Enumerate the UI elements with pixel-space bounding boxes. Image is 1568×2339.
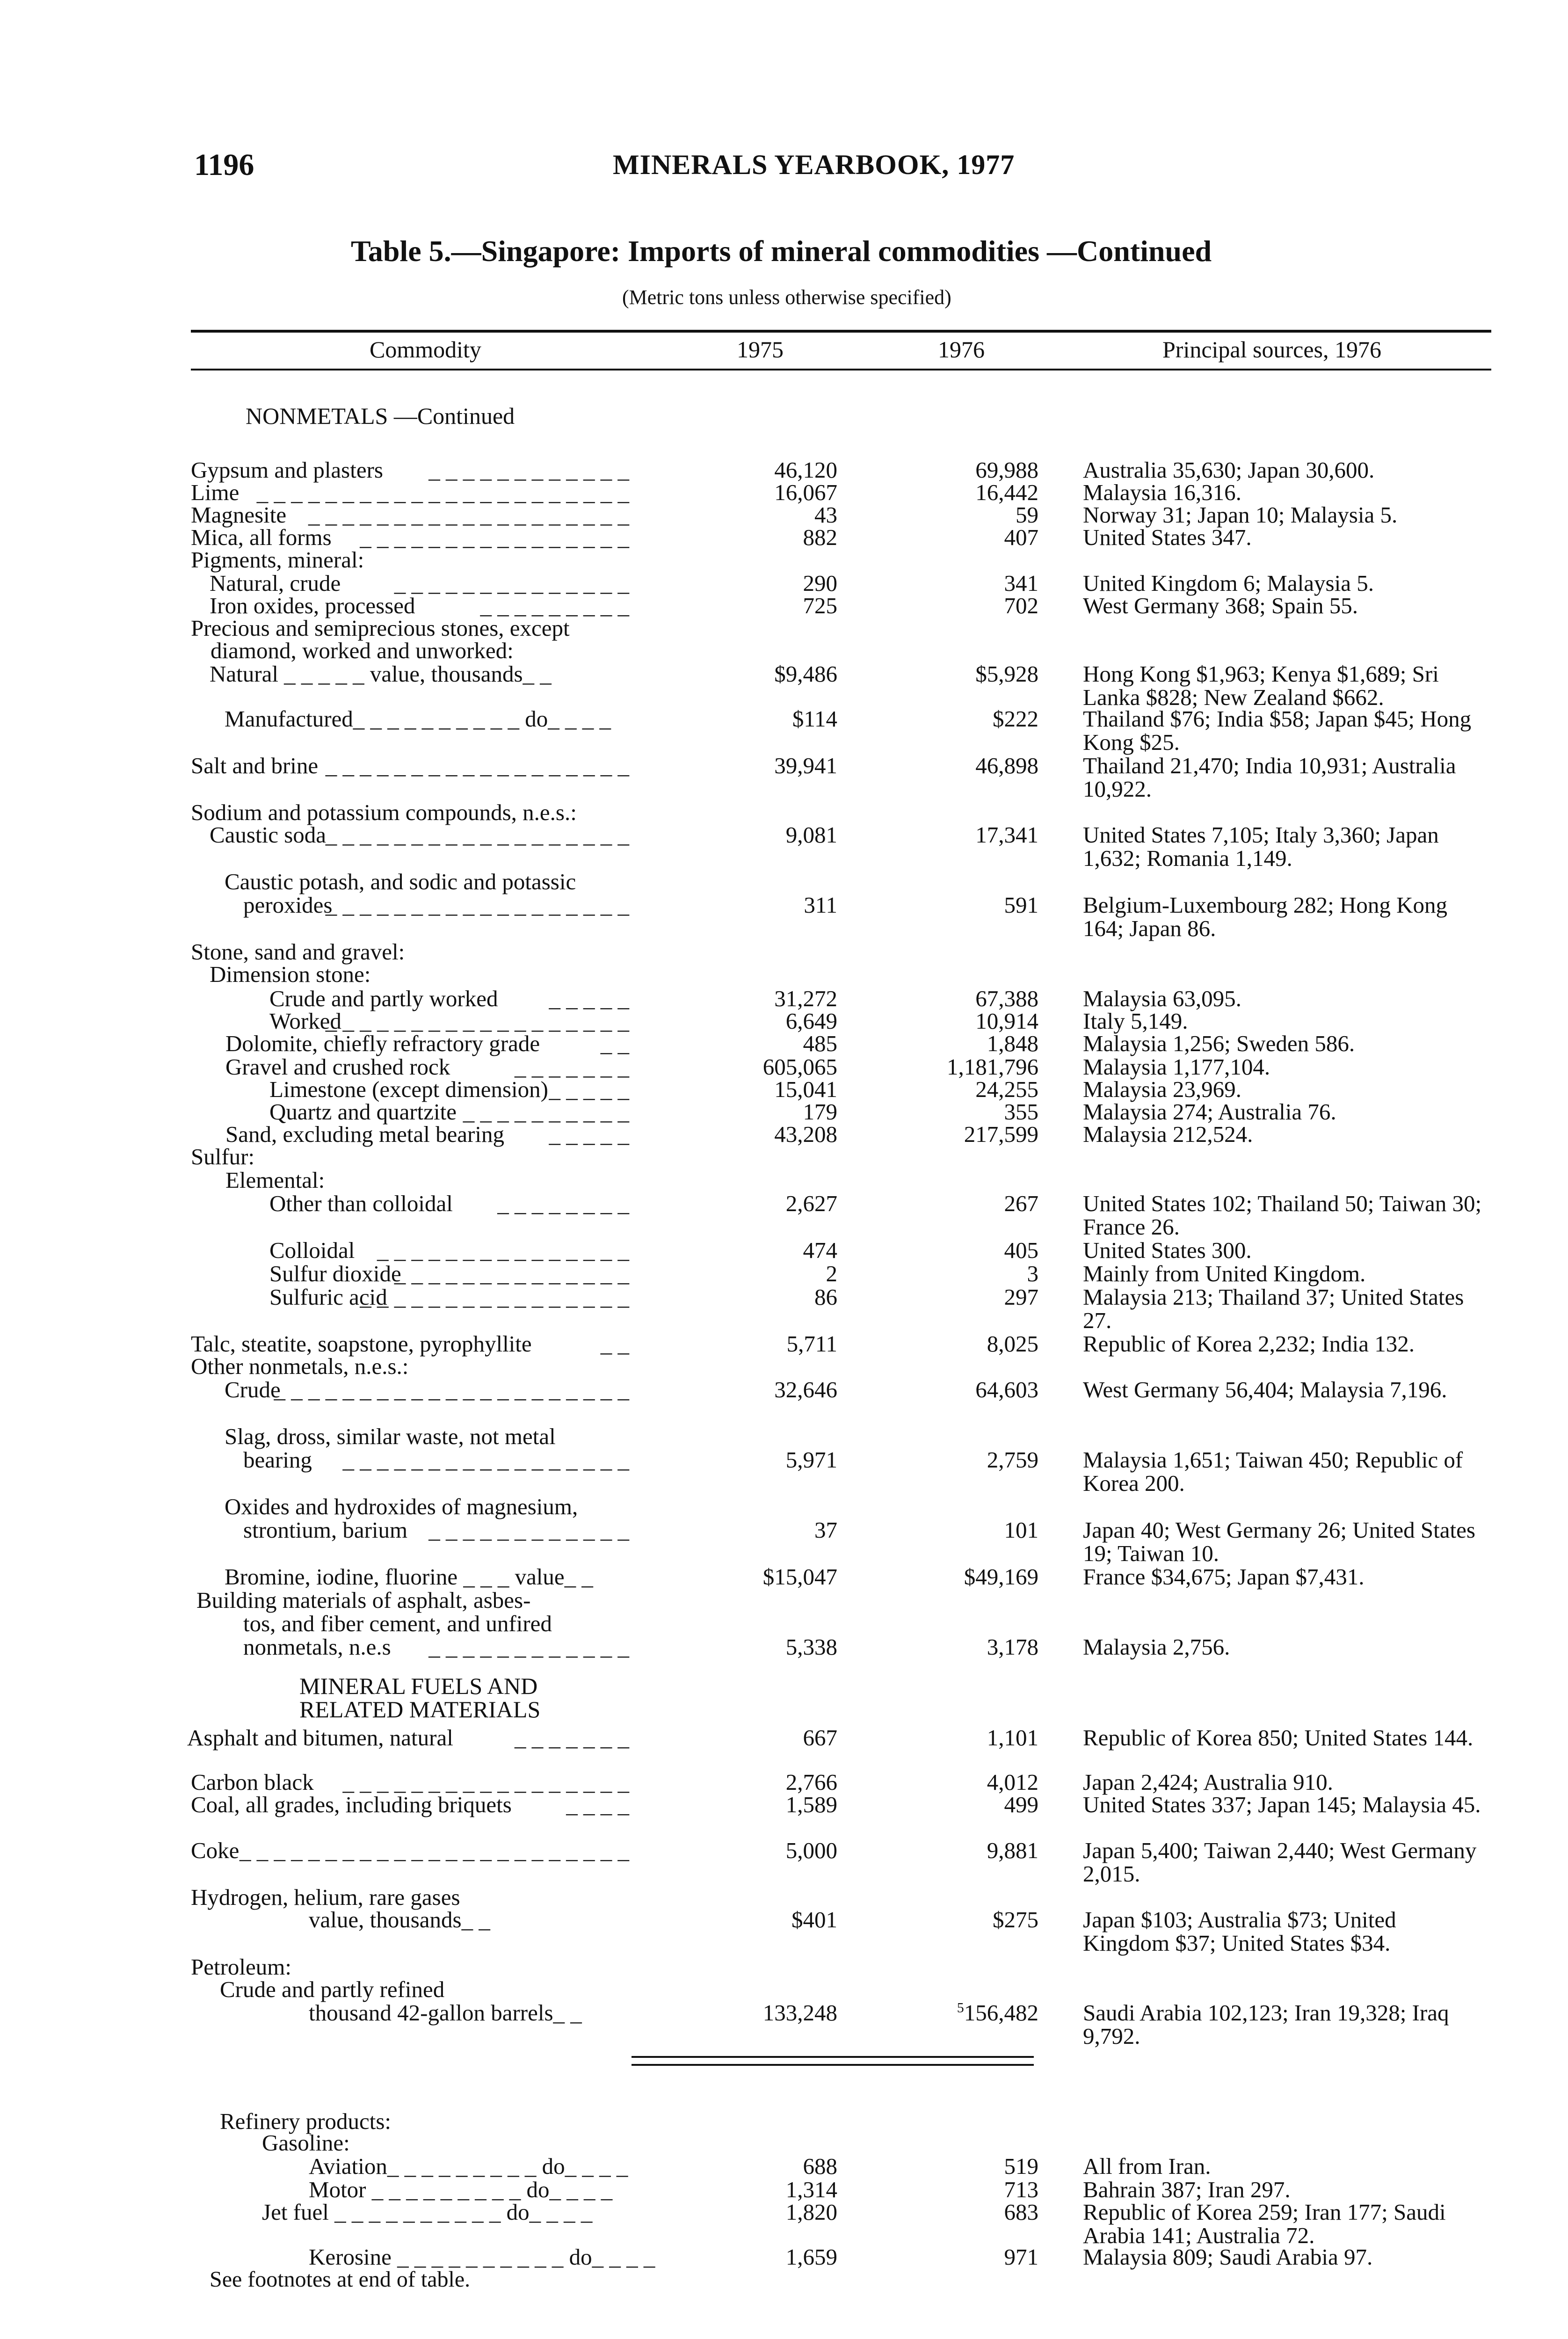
value-1975: 43,208 (774, 1121, 837, 1147)
value-1976-text: 3 (1027, 1261, 1038, 1286)
value-1976-text: 24,255 (975, 1076, 1038, 1102)
value-1976-text: 8,025 (987, 1331, 1038, 1357)
commodity-label: Manufactured_ _ _ _ _ _ _ _ _ _ do_ _ _ _ (225, 706, 611, 732)
commodity-label: Natural _ _ _ _ _ value, thousands_ _ (210, 661, 552, 687)
commodity-label: Pigments, mineral: (191, 547, 364, 573)
commodity-label: Dimension stone: (210, 961, 371, 987)
value-1976 (907, 707, 1038, 731)
commodity-label: value, thousands_ _ (309, 1907, 490, 1932)
value-1975: 1,659 (785, 2244, 837, 2270)
dot-leader: _ _ _ _ _ _ _ _ _ _ _ _ _ _ _ _ _ (342, 1769, 629, 1795)
running-title: MINERALS YEARBOOK, 1977 (613, 149, 1015, 180)
value-1975: 1,589 (785, 1792, 837, 1817)
value-1976-text: 10,914 (975, 1008, 1038, 1034)
value-1976-text: 46,898 (975, 753, 1038, 778)
value-1976-text: 3,178 (987, 1634, 1038, 1660)
commodity-label: Sand, excluding metal bearing (225, 1121, 504, 1147)
value-1976 (907, 1100, 1038, 1124)
value-1975: 86 (814, 1284, 837, 1310)
commodity-label: Iron oxides, processed (210, 593, 415, 618)
value-1976 (907, 572, 1038, 595)
commodity-label: bearing (243, 1447, 312, 1473)
commodity-label: Carbon black (191, 1769, 314, 1795)
value-1976-text: 499 (1004, 1792, 1038, 1817)
value-1976 (907, 2201, 1038, 2224)
dot-leader: _ _ _ _ _ _ _ _ _ (480, 593, 629, 618)
commodity-label: Gasoline: (262, 2130, 350, 2156)
value-1975: 5,711 (786, 1331, 837, 1357)
principal-sources: United States 102; Thailand 50; Taiwan 30; France 26. (1083, 1191, 1482, 1240)
value-1975: $9,486 (774, 661, 837, 687)
value-1976 (907, 1518, 1038, 1542)
principal-sources: Republic of Korea 850; United States 144. (1083, 1725, 1474, 1751)
dot-leader: _ _ _ _ _ _ _ _ _ _ _ _ _ _ _ _ _ _ _ _ _ _ _ (240, 1838, 629, 1863)
dot-leader: _ _ _ _ (566, 1792, 629, 1817)
principal-sources: United States 347. (1083, 524, 1252, 550)
value-1976-text: $49,169 (964, 1564, 1038, 1590)
value-1975: 133,248 (762, 2000, 837, 2026)
value-1976 (907, 458, 1038, 482)
value-1975: 32,646 (774, 1377, 837, 1402)
value-1976 (907, 1010, 1038, 1033)
dot-leader: _ _ _ _ _ _ _ _ _ _ _ _ _ _ _ (377, 1237, 629, 1263)
section-fuels-line2: RELATED MATERIALS (299, 1696, 541, 1722)
value-1976 (907, 2178, 1038, 2201)
commodity-label: Mica, all forms (191, 524, 332, 550)
principal-sources: Belgium-Luxembourg 282; Hong Kong 164; Japan 86. (1083, 892, 1447, 941)
value-1976-text: 156,482 (964, 2000, 1038, 2026)
value-1976 (907, 987, 1038, 1010)
commodity-label: Petroleum: (191, 1954, 292, 1980)
commodity-label: Gypsum and plasters (191, 457, 383, 483)
principal-sources: France $34,675; Japan $7,431. (1083, 1564, 1365, 1590)
value-1975: 1,314 (785, 2177, 837, 2202)
commodity-label: Building materials of asphalt, asbes- (196, 1587, 531, 1613)
value-1976 (907, 893, 1038, 917)
commodity-label: Stone, sand and gravel: (191, 939, 405, 965)
commodity-label: Asphalt and bitumen, natural (187, 1725, 453, 1751)
principal-sources: All from Iran. (1083, 2153, 1211, 2179)
dot-leader: _ _ _ _ _ _ _ _ _ _ _ _ _ _ (394, 1261, 629, 1286)
principal-sources: Italy 5,149. (1083, 1008, 1188, 1034)
value-1976-text: $5,928 (975, 661, 1038, 687)
dot-leader: _ _ _ _ _ _ _ _ _ _ _ _ _ _ _ _ _ _ (325, 753, 629, 778)
value-1975: 43 (814, 502, 837, 528)
commodity-label: Elemental: (225, 1167, 325, 1193)
dot-leader: _ _ _ _ _ (549, 1121, 629, 1147)
value-1976 (907, 1448, 1038, 1472)
principal-sources: Malaysia 16,316. (1083, 479, 1241, 505)
principal-sources: Republic of Korea 2,232; India 132. (1083, 1331, 1415, 1357)
dot-leader: _ _ _ _ _ _ _ _ _ _ _ _ _ _ _ _ (360, 1284, 629, 1310)
commodity-label: Coke (191, 1838, 240, 1863)
principal-sources: Malaysia 1,651; Taiwan 450; Republic of Korea 200. (1083, 1447, 1463, 1496)
value-1976 (907, 1332, 1038, 1356)
commodity-label: Caustic potash, and sodic and potassic (225, 869, 576, 894)
page-number: 1196 (194, 148, 254, 182)
principal-sources: Malaysia 274; Australia 76. (1083, 1099, 1336, 1125)
value-1976-text: 407 (1004, 524, 1038, 550)
value-1976 (907, 481, 1038, 504)
value-1975: 15,041 (774, 1076, 837, 1102)
principal-sources: Bahrain 387; Iran 297. (1083, 2177, 1291, 2202)
dot-leader: _ _ _ _ _ _ _ _ _ _ _ _ _ _ _ _ _ _ _ _ _ _ (256, 479, 629, 505)
value-1976 (907, 1239, 1038, 1262)
commodity-label: Magnesite (191, 502, 287, 528)
section-nonmetals: NONMETALS —Continued (246, 403, 515, 429)
value-1975: 725 (803, 593, 837, 618)
table-subtitle: (Metric tons unless otherwise specified) (622, 286, 951, 309)
value-1976-text: 971 (1004, 2244, 1038, 2270)
commodity-label: thousand 42-gallon barrels_ _ (309, 2000, 582, 2026)
value-1976-text: 67,388 (975, 986, 1038, 1011)
commodity-label: Salt and brine (191, 753, 319, 778)
value-1975: 605,065 (762, 1054, 837, 1080)
value-1976-text: 519 (1004, 2153, 1038, 2179)
value-1975: 6,649 (785, 1008, 837, 1034)
column-head-1975: 1975 (737, 336, 784, 363)
value-1976-text: 341 (1004, 570, 1038, 596)
principal-sources: Japan $103; Australia $73; United Kingdom $37; United States $34. (1083, 1907, 1396, 1956)
value-1975: 1,820 (785, 2199, 837, 2225)
value-1976 (907, 1378, 1038, 1402)
commodity-label: diamond, worked and unworked: (211, 638, 514, 663)
value-1975: $401 (791, 1907, 837, 1932)
principal-sources: Malaysia 809; Saudi Arabia 97. (1083, 2244, 1373, 2270)
value-1976 (907, 1908, 1038, 1932)
value-1975: 31,272 (774, 986, 837, 1011)
value-1976 (907, 2155, 1038, 2178)
value-1976 (907, 503, 1038, 527)
dot-leader: _ _ _ _ _ _ _ _ _ _ _ _ _ _ _ _ _ _ (325, 822, 629, 848)
value-1976 (907, 1123, 1038, 1146)
principal-sources: Malaysia 63,095. (1083, 986, 1241, 1011)
value-1976 (907, 823, 1038, 847)
value-1976-text: 683 (1004, 2199, 1038, 2225)
dot-leader: _ _ _ _ _ (549, 986, 629, 1011)
dot-leader: _ _ _ _ _ _ _ _ _ _ _ _ _ _ _ _ _ _ (325, 1008, 629, 1034)
value-1975: 9,081 (785, 822, 837, 848)
commodity-label: Sulfur dioxide (269, 1261, 401, 1286)
value-1976-text: 297 (1004, 1284, 1038, 1310)
value-1976-text: 16,442 (975, 479, 1038, 505)
dot-leader: _ _ _ _ _ _ _ _ _ _ _ _ _ _ _ _ (360, 524, 629, 550)
value-1976 (907, 526, 1038, 549)
commodity-label: Quartz and quartzite (269, 1099, 457, 1125)
principal-sources: Malaysia 23,969. (1083, 1076, 1241, 1102)
principal-sources: Mainly from United Kingdom. (1083, 1261, 1366, 1286)
commodity-label: Coal, all grades, including briquets (191, 1792, 512, 1817)
principal-sources: Norway 31; Japan 10; Malaysia 5. (1083, 502, 1398, 528)
value-1976 (907, 1078, 1038, 1101)
dot-leader: _ _ _ _ _ _ _ _ _ _ _ _ (428, 457, 629, 483)
value-1975: 16,067 (774, 479, 837, 505)
value-1975: 2 (826, 1261, 837, 1286)
value-1976 (907, 662, 1038, 686)
value-1976 (907, 2245, 1038, 2269)
section-fuels-line1: MINERAL FUELS AND (299, 1673, 538, 1699)
value-1976-text: 217,599 (964, 1121, 1038, 1147)
dot-leader: _ _ _ _ _ _ _ _ _ _ _ _ _ _ _ _ _ _ _ (308, 502, 629, 528)
commodity-label: Refinery products: (220, 2108, 392, 2134)
principal-sources: Australia 35,630; Japan 30,600. (1083, 457, 1375, 483)
commodity-label: Lime (191, 479, 240, 505)
value-1976 (907, 1726, 1038, 1750)
commodity-label: nonmetals, n.e.s (243, 1634, 391, 1660)
value-1976-text: $275 (993, 1907, 1038, 1932)
value-1976 (907, 1635, 1038, 1659)
value-1976 (907, 1565, 1038, 1589)
commodity-label: Colloidal (269, 1237, 355, 1263)
principal-sources: West Germany 56,404; Malaysia 7,196. (1083, 1377, 1447, 1402)
commodity-label: Gravel and crushed rock (225, 1054, 450, 1080)
dot-leader: _ _ _ _ _ _ _ _ _ _ _ _ (428, 1517, 629, 1543)
principal-sources: Thailand 21,470; India 10,931; Australia 10,922. (1083, 753, 1456, 802)
commodity-label: Kerosine _ _ _ _ _ _ _ _ _ _ do_ _ _ _ (309, 2244, 655, 2270)
value-1975: 179 (803, 1099, 837, 1125)
dot-leader: _ _ _ _ _ _ _ _ (497, 1191, 629, 1216)
commodity-label: Oxides and hydroxides of magnesium, (225, 1494, 578, 1519)
commodity-label: Limestone (except dimension) (269, 1076, 548, 1102)
dot-leader: _ _ _ _ _ _ _ _ _ _ _ _ _ _ _ _ _ _ _ _ _ (274, 1377, 629, 1402)
principal-sources: United States 337; Japan 145; Malaysia 45. (1083, 1792, 1481, 1817)
value-1976-text: 405 (1004, 1237, 1038, 1263)
commodity-label: Jet fuel _ _ _ _ _ _ _ _ _ _ do_ _ _ _ (262, 2199, 593, 2225)
commodity-label: Sulfuric acid (269, 1284, 387, 1310)
principal-sources: Republic of Korea 259; Iran 177; Saudi Arabia 141; Australia 72. (1083, 2199, 1446, 2248)
value-1975: 46,120 (774, 457, 837, 483)
commodity-label: Bromine, iodine, fluorine _ _ _ value_ _ (225, 1564, 593, 1590)
dot-leader: _ _ (600, 1331, 629, 1357)
value-1975: 882 (803, 524, 837, 550)
table-title: Table 5.—Singapore: Imports of mineral commodities —Continued (351, 234, 1212, 268)
value-1975: 5,338 (785, 1634, 837, 1660)
dot-leader: _ _ _ _ _ _ _ _ _ _ _ _ _ _ _ _ _ (342, 1447, 629, 1473)
value-1976 (907, 1032, 1038, 1055)
commodity-label: Crude and partly worked (269, 986, 498, 1011)
commodity-label: Slag, dross, similar waste, not metal (225, 1424, 556, 1449)
value-1975: 485 (803, 1031, 837, 1056)
value-1975: 37 (814, 1517, 837, 1543)
principal-sources: Japan 5,400; Taiwan 2,440; West Germany 2,015. (1083, 1838, 1477, 1887)
value-1975: 39,941 (774, 753, 837, 778)
commodity-label: Other than colloidal (269, 1191, 453, 1216)
commodity-label: peroxides (243, 892, 333, 918)
value-1976 (907, 1055, 1038, 1079)
dot-leader: _ _ _ _ _ (549, 1076, 629, 1102)
principal-sources: Thailand $76; India $58; Japan $45; Hong Kong $25. (1083, 706, 1472, 755)
value-1976 (907, 1839, 1038, 1862)
value-1976-text: 591 (1004, 892, 1038, 918)
value-1975: 688 (803, 2153, 837, 2179)
footnote-marker: 5 (957, 2000, 964, 2016)
commodity-label: Hydrogen, helium, rare gases (191, 1884, 460, 1910)
value-1975: $15,047 (762, 1564, 837, 1590)
column-head-1976: 1976 (938, 336, 985, 363)
commodity-label: Other nonmetals, n.e.s.: (191, 1353, 409, 1379)
dot-leader: _ _ _ _ _ _ _ (515, 1725, 629, 1751)
commodity-label: Sulfur: (191, 1144, 255, 1170)
principal-sources: Malaysia 213; Thailand 37; United States 27. (1083, 1284, 1464, 1333)
value-1976-text: $222 (993, 706, 1038, 732)
column-head-sources: Principal sources, 1976 (1162, 336, 1381, 363)
dot-leader: _ _ _ _ _ _ _ _ _ _ _ _ _ _ (394, 570, 629, 596)
value-1976 (907, 754, 1038, 777)
commodity-label: Worked (269, 1008, 341, 1034)
value-1976-text: 59 (1016, 502, 1038, 528)
value-1976 (907, 1262, 1038, 1286)
commodity-label: Caustic soda (210, 822, 327, 848)
principal-sources: Japan 40; West Germany 26; United States 19; Taiwan 10. (1083, 1517, 1475, 1566)
value-1976 (907, 1793, 1038, 1816)
commodity-label: Precious and semiprecious stones, except (191, 615, 570, 641)
principal-sources: Malaysia 1,177,104. (1083, 1054, 1270, 1080)
value-1976-text: 69,988 (975, 457, 1038, 483)
commodity-label: Motor _ _ _ _ _ _ _ _ _ do_ _ _ _ (309, 2177, 613, 2202)
value-1975: 290 (803, 570, 837, 596)
value-1976-text: 9,881 (987, 1838, 1038, 1863)
value-1976-text: 1,848 (987, 1031, 1038, 1056)
value-1975: 5,000 (785, 1838, 837, 1863)
commodity-label: Talc, steatite, soapstone, pyrophyllite (191, 1331, 532, 1357)
value-1976-text: 64,603 (975, 1377, 1038, 1402)
value-1976 (907, 1192, 1038, 1215)
value-1975: 2,766 (785, 1769, 837, 1795)
commodity-label: Natural, crude (210, 570, 341, 596)
dot-leader: _ _ _ _ _ _ _ _ _ _ (463, 1099, 629, 1125)
value-1976 (907, 2001, 1038, 2025)
dot-leader: _ _ _ _ _ _ _ (515, 1054, 629, 1080)
commodity-label: Sodium and potassium compounds, n.e.s.: (191, 799, 577, 825)
commodity-label: Crude and partly refined (220, 1976, 445, 2002)
value-1976-text: 101 (1004, 1517, 1038, 1543)
dot-leader: _ _ (600, 1031, 629, 1056)
commodity-label: Crude (225, 1377, 281, 1402)
principal-sources: Hong Kong $1,963; Kenya $1,689; Sri Lanka $828; New Zealand $662. (1083, 661, 1439, 710)
value-1976-text: 1,181,796 (947, 1054, 1038, 1080)
principal-sources: Malaysia 212,524. (1083, 1121, 1253, 1147)
principal-sources: Malaysia 1,256; Sweden 586. (1083, 1031, 1355, 1056)
value-1975: 2,627 (785, 1191, 837, 1216)
value-1976-text: 713 (1004, 2177, 1038, 2202)
value-1976-text: 267 (1004, 1191, 1038, 1216)
value-1975: 474 (803, 1237, 837, 1263)
principal-sources: United States 300. (1083, 1237, 1252, 1263)
value-1976-text: 702 (1004, 593, 1038, 618)
principal-sources: Saudi Arabia 102,123; Iran 19,328; Iraq 9,792. (1083, 2000, 1449, 2049)
commodity-label: Aviation_ _ _ _ _ _ _ _ _ do_ _ _ _ (309, 2153, 628, 2179)
value-1976-text: 17,341 (975, 822, 1038, 848)
commodity-label: Dolomite, chiefly refractory grade (225, 1031, 540, 1056)
principal-sources: West Germany 368; Spain 55. (1083, 593, 1358, 618)
dot-leader: _ _ _ _ _ _ _ _ _ _ _ _ (428, 1634, 629, 1660)
value-1976 (907, 594, 1038, 617)
principal-sources: Malaysia 2,756. (1083, 1634, 1230, 1660)
dot-leader: _ _ _ _ _ _ _ _ _ _ _ _ _ _ _ _ _ _ (325, 892, 629, 918)
value-1975: $114 (792, 706, 837, 732)
principal-sources: Japan 2,424; Australia 910. (1083, 1769, 1333, 1795)
commodity-label: tos, and fiber cement, and unfired (243, 1611, 552, 1636)
value-1976-text: 1,101 (987, 1725, 1038, 1751)
commodity-label: strontium, barium (243, 1517, 408, 1543)
footnote: See footnotes at end of table. (210, 2267, 471, 2292)
value-1976-text: 2,759 (987, 1447, 1038, 1473)
value-1976 (907, 1771, 1038, 1794)
value-1975: 5,971 (785, 1447, 837, 1473)
value-1975: 667 (803, 1725, 837, 1751)
value-1975: 311 (804, 892, 837, 918)
value-1976-text: 355 (1004, 1099, 1038, 1125)
value-1976-text: 4,012 (987, 1769, 1038, 1795)
principal-sources: United States 7,105; Italy 3,360; Japan 1,632; Romania 1,149. (1083, 822, 1439, 871)
column-head-commodity: Commodity (370, 336, 481, 363)
value-1976 (907, 1286, 1038, 1309)
principal-sources: United Kingdom 6; Malaysia 5. (1083, 570, 1374, 596)
